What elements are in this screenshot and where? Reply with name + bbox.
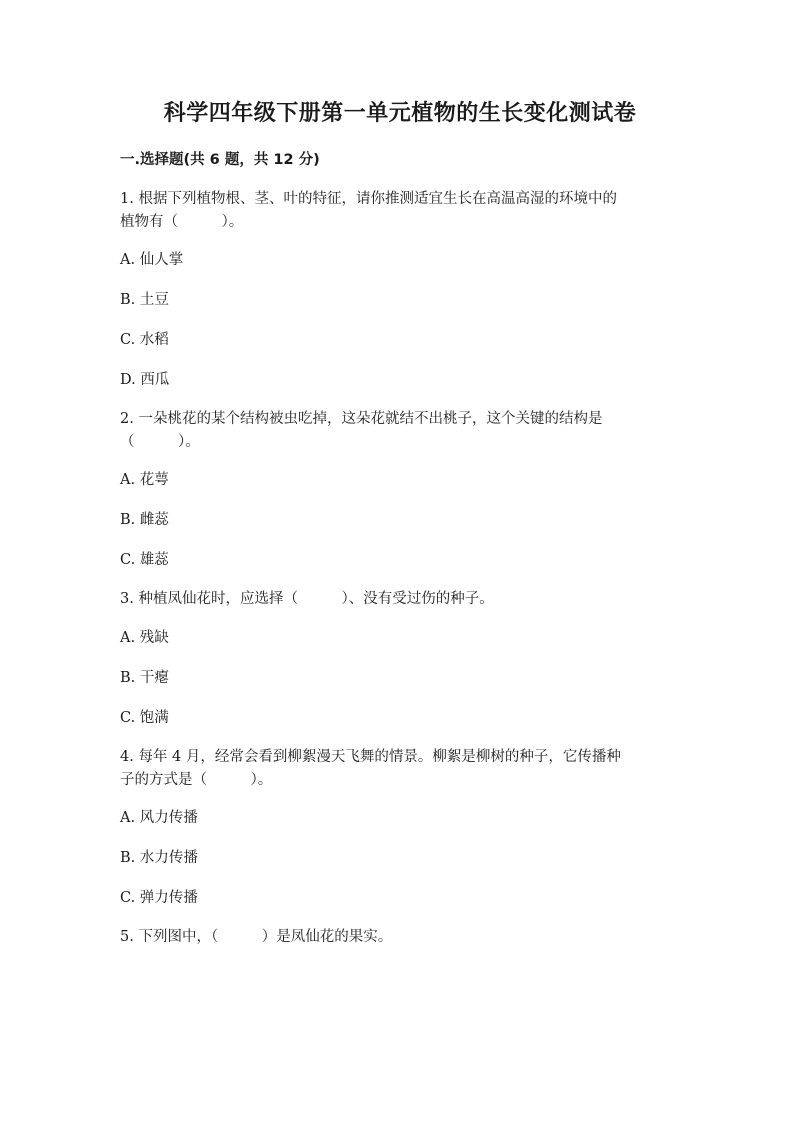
question-3-option-a: A. 残缺: [120, 630, 169, 646]
question-4-option-c: C. 弹力传播: [120, 890, 198, 906]
question-1-option-d: D. 西瓜: [120, 372, 170, 388]
question-4-text-line-2: 子的方式是（ ）。: [120, 772, 273, 788]
question-4-text-line-1: 4. 每年 4 月，经常会看到柳絮漫天飞舞的情景。柳絮是柳树的种子，它传播种: [120, 749, 621, 765]
question-4-option-b: B. 水力传播: [120, 850, 198, 866]
question-3-option-c: C. 饱满: [120, 710, 169, 726]
question-3-option-b: B. 干瘪: [120, 670, 169, 686]
question-1-text-line-2: 植物有（ ）。: [120, 214, 244, 230]
question-1-option-b: B. 土豆: [120, 292, 169, 308]
question-2-text-line-2: （ ）。: [120, 434, 200, 450]
question-2-text-line-1: 2. 一朵桃花的某个结构被虫吃掉，这朵花就结不出桃子，这个关键的结构是: [120, 411, 603, 427]
question-1-option-a: A. 仙人掌: [120, 252, 184, 268]
question-1-text-line-1: 1. 根据下列植物根、茎、叶的特征，请你推测适宜生长在高温高湿的环境中的: [120, 191, 617, 207]
page-title: 科学四年级下册第一单元植物的生长变化测试卷: [163, 101, 637, 126]
section-heading: 一.选择题(共 6 题，共 12 分): [120, 152, 320, 168]
question-2-option-c: C. 雄蕊: [120, 552, 169, 568]
question-2-option-a: A. 花萼: [120, 472, 169, 488]
question-2-option-b: B. 雌蕊: [120, 512, 169, 528]
question-1-option-c: C. 水稻: [120, 332, 169, 348]
question-5-text-line-1: 5. 下列图中，（ ）是凤仙花的果实。: [120, 929, 393, 945]
question-3-text-line-1: 3. 种植凤仙花时，应选择（ ）、没有受过伤的种子。: [120, 591, 494, 607]
question-4-option-a: A. 风力传播: [120, 810, 198, 826]
